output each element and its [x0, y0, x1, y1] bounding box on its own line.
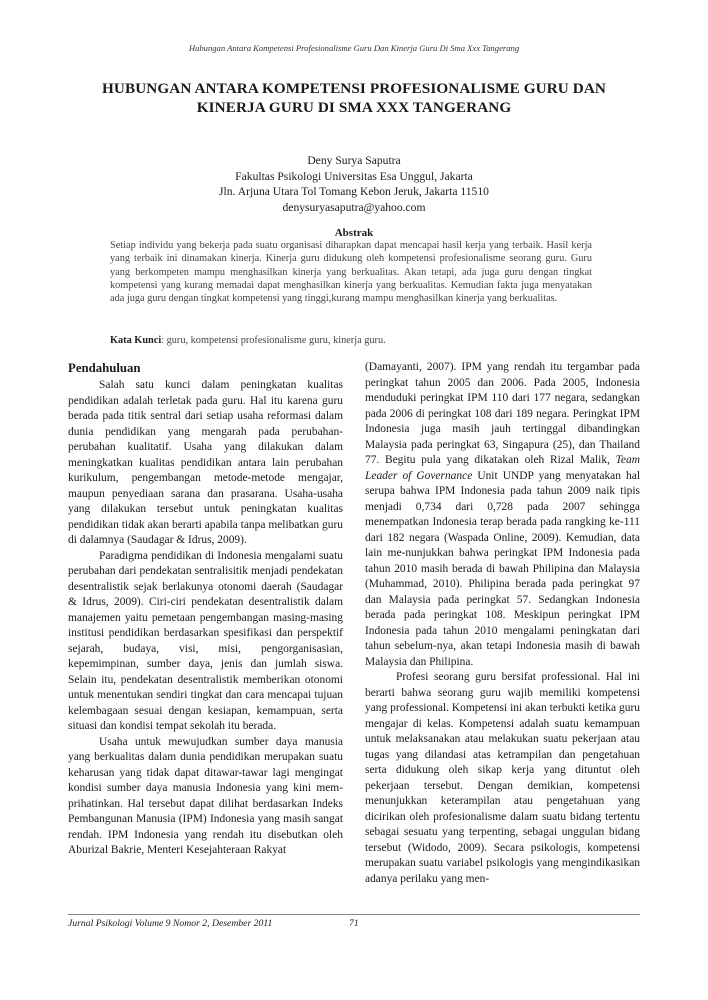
paragraph: Profesi seorang guru bersifat professional. Hal ini berarti bahwa seorang guru wajib memiliki kompetensi yang professional. Kompetensi ini akan terbukti ketika guru mengajar di kelas. Kompetensi adalah suatu kemampuan untuk melaksanakan atau melakukan suatu pekerjaan atau tugas yang dilandasi atas ketrampilan dan pengetahuan serta didukung oleh sikap kerja yang dituntut oleh pekerjaan tersebut. Dengan demikian, kompetensi menunjukkan keterampilan atau pengetahuan yang dicirikan oleh profesionalisme dalam suatu bidang tertentu sebagai sesuatu yang terpenting, sebagai unggulan bidang tersebut (Widodo, 2009). Secara psikologis, kompetensi merupakan suatu variabel psikologis yang mengindikasikan adanya perilaku yang men- — [365, 671, 640, 885]
paragraph: Paradigma pendidikan di Indonesia mengalami suatu perubahan dari pendekatan sentralisitik menjadi pendekatan desentralistik sejak berlakunya otonomi daerah (Saudagar & Idrus, 2009). Ciri-ciri pendekatan desentralistik dalam manajemen yaitu pemetaan pengembangan masing-masing institusi pendidikan berdasarkan spesifikasi dan perspektif sejarah, budaya, visi, misi, pengorganisasian, kepemimpinan, sumber daya, jenis dan jumlah siswa. Selain itu, pendekatan desentralistik memberikan otonomi untuk menentukan sendiri tingkat dan cara mencapai tujuan kelembagaan sesuai dengan kesiapan, kemampuan, serta situasi dan kondisi tempat sekolah itu berada. — [68, 549, 343, 732]
running-header: Hubungan Antara Kompetensi Profesionalisme Guru Dan Kinerja Guru Di Sma Xxx Tangerang — [188, 43, 520, 53]
keywords-label: Kata Kunci — [110, 335, 162, 346]
footer-journal: Jurnal Psikologi Volume 9 Nomor 2, Desember 2011 — [68, 918, 273, 929]
page-number: 71 — [349, 918, 359, 929]
paper-title — [60, 79, 648, 117]
italic-phrase: Team Leader of Governance — [365, 454, 640, 482]
section-title: Pendahuluan — [68, 361, 141, 375]
keywords-text: : guru, kompetensi profesionalisme guru, kinerja guru. — [161, 335, 386, 346]
paragraph — [365, 360, 640, 670]
paragraph: Usaha untuk mewujudkan sumber daya manusia yang berkualitas dalam dunia pendidikan merupakan suatu keharusan yang tidak dapat ditawar-tawar lagi mengingat kondisi sumber daya manusia Indonesia yang kini mem-prihatinkan. Hal tersebut dapat dilihat berdasarkan Indeks Pembangunan Manusia (IPM) Indonesia yang masih sangat rendah. IPM Indonesia yang rendah itu disebutkan oleh Aburizal Bakrie, Menteri Kesejahteraan Rakyat — [68, 735, 343, 856]
right-column — [365, 360, 640, 887]
paragraph-text: Unit UNDP yang menyatakan hal serupa bahwa IPM Indonesia pada tahun 2009 naik tipis menjadi 0,734 dari 0,728 pada 2007 sehingga menempatkan Indonesia terap berada pada rangking ke-111 dari 182 negara (Waspada Online, 2009). Kemudian, data lain me-nunjukkan bahwa peringkat IPM Indonesia pada tahun 2010 masih berada di bawah Philipina dan Malaysia (Muhammad, 2010). Philipina berada pada peringkat 97 dan Malaysia pada peringkat 57. Sedangkan Indonesia berada pada peringkat 108. Meskipun peringkat IPM Indonesia pada tahun 2010 mengalami peningkatan dari tahun sebelum-nya, akan tetapi Indonesia masih di bawah Malaysia dan Philipina. — [365, 469, 640, 668]
paragraph-text: (Damayanti, 2007). IPM yang rendah itu tergambar pada peringkat tahun 2005 dan 2006. Pada 2005, Indonesia menduduki peringkat IPM 110 dari 177 negara, sedangkan pada 2006 di peringkat 108 dari 189 negara. Peringkat IPM Indonesia juga masih jauh tertinggal dibandingkan Malaysia pada peringkat 63, Singapura (25), dan Thailand 77. Begitu pula yang dikatakan oleh Rizal Malik, — [365, 361, 640, 466]
left-column — [68, 360, 343, 859]
author-email: denysuryasaputra@yahoo.com — [282, 200, 426, 214]
paragraph: Salah satu kunci dalam peningkatan kualitas pendidikan adalah terletak pada guru. Hal itu karena guru berada pada titik sentral dari setiap usaha reformasi dalam dunia pendidikan yang mengarah pada perubahan-perubahan kualitatif. Usaha yang dilakukan dalam meningkatkan kualitas pendidikan antara lain perubahan kurikulum, pengembangan metode-metode mengajar, maupun penyediaan sarana dan prasarana. Usaha-usaha yang dilakukan tersebut untuk peningkatan kualitas pendidikan tidak akan berarti apabila tanpa melibatkan guru di dalamnya (Saudagar & Idrus, 2009). — [68, 379, 343, 546]
footer-rule — [68, 914, 640, 915]
author-block — [100, 153, 608, 215]
abstract-text: Setiap individu yang bekerja pada suatu organisasi diharapkan dapat mencapai hasil kerja yang terbaik. Hasil kerja yang terbaik ini dinamakan kinerja. Kinerja guru didukung oleh kompetensi profesionalisme seorang guru. Guru yang berkompeten mampu menghasilkan kinerja yang berkualitas. Akan tetapi, ada juga guru dengan tingkat kompetensi yang kurang memadai dapat menghasilkan kinerja yang berkualitas. Kemudian fakta juga menyatakan ada juga guru dengan tingkat kompetensi yang tinggi,kurang mampu menghasilkan kinerja yang berkualitas. — [110, 240, 592, 305]
author-affiliation: Fakultas Psikologi Universitas Esa Unggul, Jakarta — [235, 169, 473, 183]
title-line-1: HUBUNGAN ANTARA KOMPETENSI PROFESIONALISME GURU DAN — [102, 80, 606, 97]
keywords — [110, 335, 592, 346]
author-address: Jln. Arjuna Utara Tol Tomang Kebon Jeruk, Jakarta 11510 — [219, 185, 489, 198]
author-name: Deny Surya Saputra — [307, 154, 401, 167]
title-line-2: KINERJA GURU DI SMA XXX TANGERANG — [196, 99, 512, 116]
abstract-heading: Abstrak — [334, 227, 374, 239]
